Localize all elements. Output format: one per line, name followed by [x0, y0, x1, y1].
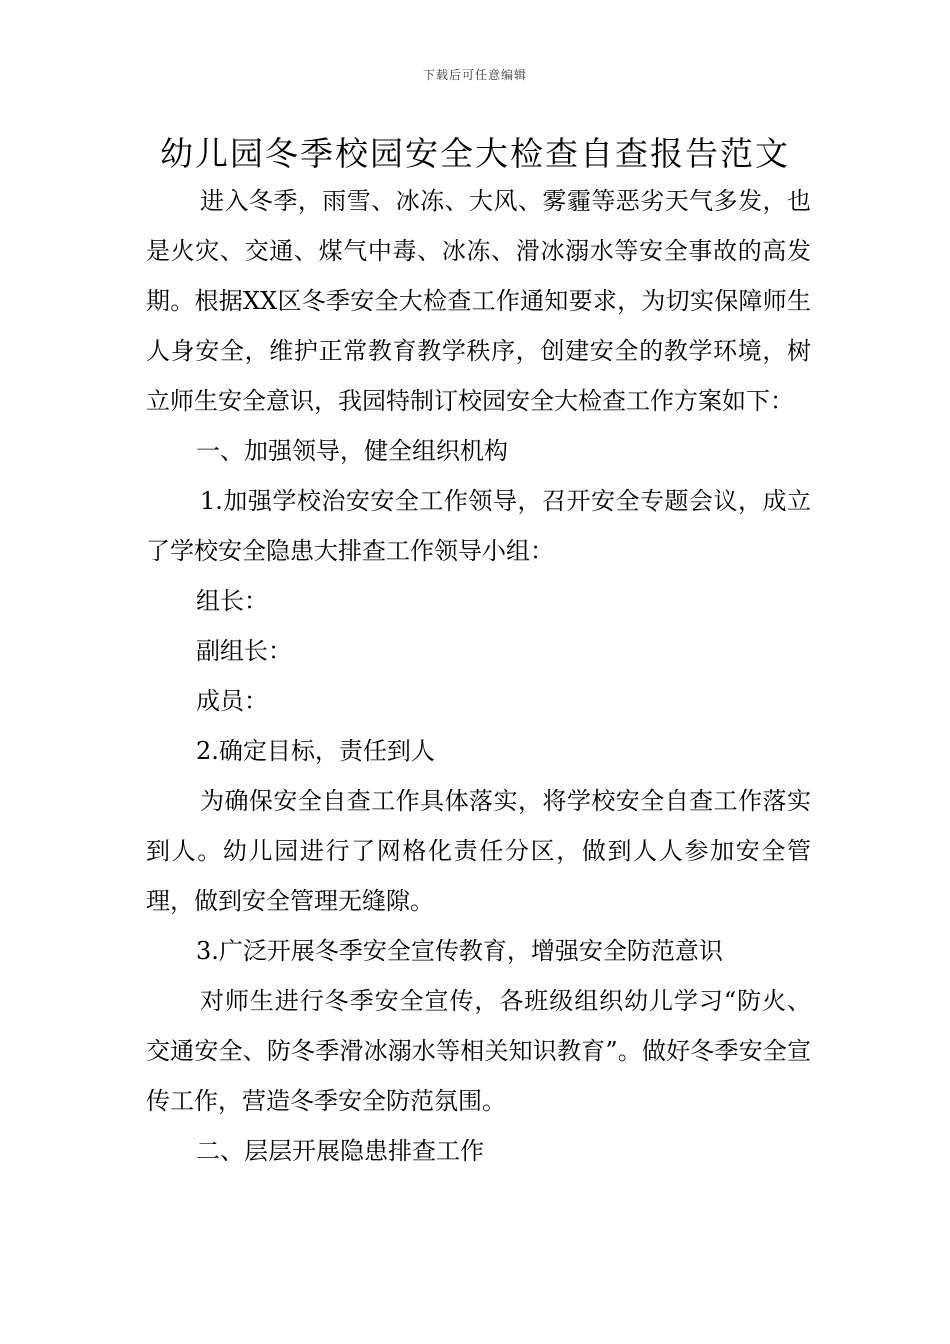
item-3-heading: 3.广泛开展冬季安全宣传教育，增强安全防范意识: [196, 937, 723, 965]
vice-leader-line: 副组长：: [196, 637, 292, 665]
section-1-heading: 一、加强领导，健全组织机构: [196, 437, 508, 465]
document-body: [146, 176, 811, 1176]
section-2-heading: 二、层层开展隐患排查工作: [196, 1137, 484, 1165]
members-line: 成员：: [196, 687, 268, 715]
item-2-heading: 2.确定目标，责任到人: [196, 737, 435, 765]
document-title: 幼儿园冬季校园安全大检查自查报告范文: [160, 134, 790, 173]
item-1-paragraph: 1.加强学校治安安全工作领导，召开安全专题会议，成立了学校安全隐患大排查工作领导小组：: [146, 487, 811, 565]
leader-line: 组长：: [196, 587, 268, 615]
header-note: 下载后可任意编辑: [422, 68, 527, 82]
item-3-paragraph: 对师生进行冬季安全宣传，各班级组织幼儿学习“防火、交通安全、防冬季滑冰溺水等相关知识教育”。做好冬季安全宣传工作，营造冬季安全防范氛围。: [146, 987, 811, 1115]
intro-paragraph: 进入冬季，雨雪、冰冻、大风、雾霾等恶劣天气多发，也是火灾、交通、煤气中毒、冰冻、滑冰溺水等安全事故的高发期。根据XX区冬季安全大检查工作通知要求，为切实保障师生人身安全，维护正常教育教学秩序，创建安全的教学环境，树立师生安全意识，我园特制订校园安全大检查工作方案如下：: [146, 187, 811, 415]
item-2-paragraph: 为确保安全自查工作具体落实，将学校安全自查工作落实到人。幼儿园进行了网格化责任分区，做到人人参加安全管理，做到安全管理无缝隙。: [146, 787, 811, 915]
